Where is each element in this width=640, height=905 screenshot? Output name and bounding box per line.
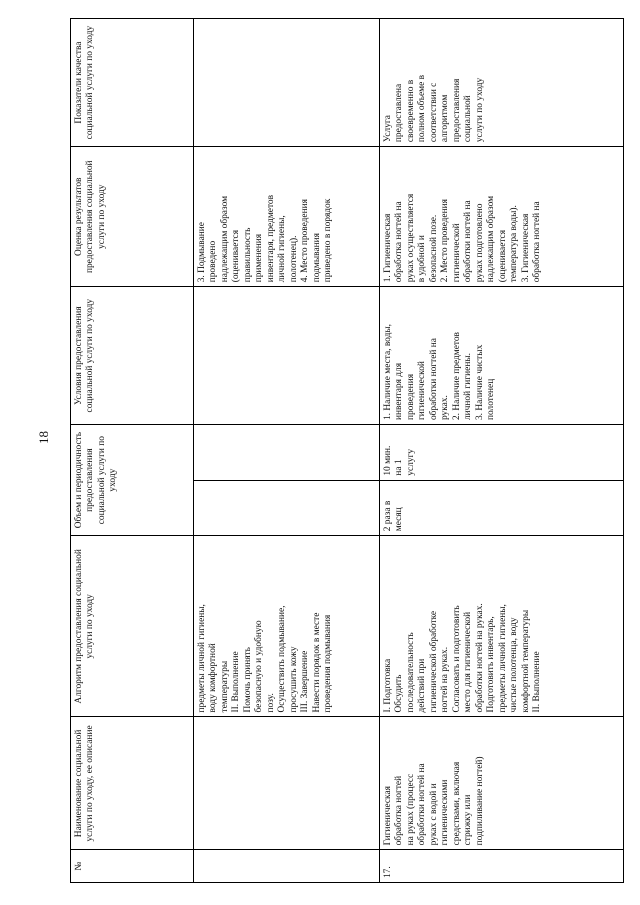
cell-text-line: обработка ногтей на — [394, 201, 405, 283]
cell-text-line: предметы личной гигиены, — [497, 604, 508, 713]
cell-text-line: предоставлена — [394, 83, 405, 143]
cell-algorithm — [380, 536, 624, 717]
cell-text-line: (оценивается — [231, 229, 242, 283]
cell-text-line: просушить кожу — [288, 646, 299, 713]
cell-text-line: 3. Гигиеническая — [520, 213, 531, 283]
cell-text-line: руках осуществляется — [405, 193, 416, 283]
header-conditions: Условия предоставления социальной услуги по уходу — [71, 287, 194, 425]
cell-text-line: на 1 — [394, 459, 405, 476]
cell-text-line: в удобной и — [417, 235, 428, 283]
cell-text-line: Навести порядок в месте — [311, 612, 322, 713]
cell-text-line: правильность — [242, 227, 253, 283]
cell-quality — [194, 19, 380, 147]
cell-evaluation — [380, 147, 624, 287]
cell-text-line: надлежащим образом — [486, 195, 497, 283]
cell-text-line: комфортной температуры — [520, 609, 531, 713]
cell-algorithm — [194, 536, 380, 717]
cell-text-line: Гигиеническая — [383, 786, 393, 846]
cell-text-line: Согласовать и подготовить — [451, 605, 462, 713]
cell-text-line: Осуществить подмывание, — [277, 605, 288, 713]
cell-text-line: инвентаря, предметов — [265, 194, 276, 283]
cell-conditions — [380, 287, 624, 425]
cell-text-line: месяц — [394, 507, 405, 532]
cell-text-line: III. Завершение — [300, 650, 311, 713]
cell-volume-duration — [194, 425, 380, 481]
header-quality: Показатели качества социальной услуги по уходу — [71, 19, 194, 147]
cell-text-line: чистые полотенца, воду — [509, 617, 520, 713]
cell-text-line: полотенец — [486, 378, 497, 421]
cell-text-line: инвентаря для — [394, 362, 405, 421]
cell-text-line: услугу — [405, 448, 416, 476]
cell-text-line: обработка ногтей на — [532, 201, 543, 283]
cell-text-line: полотенец). — [288, 235, 299, 283]
cell-text-line: своевременно в — [405, 79, 416, 143]
cell-text-line: 10 мин. — [383, 445, 393, 476]
cell-text-line: предметы личной гигиены, — [197, 604, 207, 713]
cell-text-line: температуры — [219, 660, 230, 713]
cell-text-line: 1. Наличие места, воды, — [383, 323, 393, 421]
cell-text-line: место для гигиенической — [463, 611, 474, 713]
cell-text-line: проведения — [405, 373, 416, 421]
cell-text-line: ногтей на руках. — [440, 646, 451, 713]
cell-text-line: (оценивается — [497, 229, 508, 283]
page-number: 18 — [36, 431, 51, 444]
cell-text-line: 2 раза в — [383, 500, 393, 532]
cell-text-line: 2. Место проведения — [440, 199, 451, 283]
cell-text-line: проведения подмывания — [323, 614, 334, 713]
cell-text-line: надлежащим образом — [219, 195, 230, 283]
cell-text-line: Подготовить инвентарь, — [486, 616, 497, 713]
cell-quality — [380, 19, 624, 147]
header-evaluation: Оценка результатов предоставления социальной услуги по уходу — [71, 147, 194, 287]
cell-text-line: стрижку или — [463, 794, 474, 846]
social-services-table — [70, 18, 624, 883]
cell-text-line: Услуга — [383, 115, 393, 143]
cell-text-line: II. Выполнение — [532, 651, 543, 713]
cell-text-line: 3. Наличие чистых — [474, 344, 485, 421]
table-row — [194, 19, 380, 883]
cell-volume-duration — [380, 425, 624, 481]
cell-text-line: обработки ногтей на — [417, 763, 428, 846]
cell-text-line: руках подготовлено — [474, 203, 485, 283]
cell-text-line: последовательность — [405, 632, 416, 713]
cell-text-line: безопасной позе. — [428, 214, 439, 283]
cell-name — [194, 717, 380, 850]
cell-text-line: обработки ногтей на — [463, 200, 474, 283]
cell-text-line: температура воды). — [509, 205, 520, 283]
cell-text-line: позу. — [265, 693, 276, 713]
cell-evaluation — [194, 147, 380, 287]
header-num: № — [71, 850, 194, 883]
header-volume: Объем и периодичность предоставления социальной услуги по уходу — [71, 425, 194, 536]
table-row — [380, 19, 624, 883]
header-name: Наименование социальной услуги по уходу, ее описание — [71, 717, 194, 850]
cell-text-line: предоставления — [451, 78, 462, 143]
cell-text-line: алгоритмом — [440, 94, 451, 143]
cell-text-line: руках. — [440, 395, 451, 421]
cell-text-line: обработки ногтей на руках. — [474, 603, 485, 713]
cell-name — [380, 717, 624, 850]
cell-num — [194, 850, 380, 883]
cell-text-line: соответствии с — [428, 82, 439, 143]
cell-text-line: действий при — [417, 658, 428, 713]
cell-text-line: подпиливание ногтей) — [474, 756, 485, 846]
cell-text-line: применения — [254, 233, 265, 283]
cell-text-line: 4. Место проведения — [300, 199, 311, 283]
cell-text-line: I. Подготовка — [383, 658, 393, 713]
cell-text-line: руках с водой и — [428, 783, 439, 846]
header-algorithm: Алгоритм предоставления социальной услуги по уходу — [71, 536, 194, 717]
cell-text-line: гигиенической обработке — [428, 610, 439, 713]
cell-text-line: подмывания — [311, 233, 322, 283]
cell-text-line: проведено — [208, 240, 219, 283]
rotated-page-content — [70, 18, 623, 883]
cell-text-line: обработка ногтей — [394, 775, 405, 846]
cell-text-line: Обсудить — [394, 674, 405, 713]
cell-text-line: 2. Наличие предметов — [451, 332, 462, 421]
cell-text-line: полном объеме в — [417, 74, 428, 143]
cell-conditions — [194, 287, 380, 425]
cell-text-line: личной гигиены, — [277, 215, 288, 283]
cell-volume-frequency — [194, 480, 380, 536]
cell-text-line: II. Выполнение — [231, 651, 242, 713]
cell-text-line: гигиенической — [451, 223, 462, 283]
cell-text-line: воду комфортной — [208, 643, 219, 713]
cell-text-line: обработки ногтей на — [428, 338, 439, 421]
cell-text-line: 3. Подмывание — [197, 222, 207, 283]
cell-text-line: гигиеническими — [440, 779, 451, 846]
cell-text-line: безопасную и удобную — [254, 620, 265, 713]
cell-text-line: 1. Гигиеническая — [383, 213, 393, 283]
cell-text-line: социальной — [463, 95, 474, 143]
cell-text-line: Помочь принять — [242, 647, 253, 713]
table-header-row — [71, 19, 194, 883]
cell-volume-frequency — [380, 480, 624, 536]
cell-text-line: гигиенической — [417, 361, 428, 421]
cell-text-line: приведено в порядок — [323, 198, 334, 283]
cell-text-line: средствами, включая — [451, 761, 462, 846]
cell-text-line: личной гигиены. — [463, 353, 474, 421]
cell-text-line: услуги по уходу — [474, 77, 485, 143]
cell-text-line: на руках (процесс — [405, 773, 416, 846]
cell-num: 17. — [380, 850, 624, 883]
